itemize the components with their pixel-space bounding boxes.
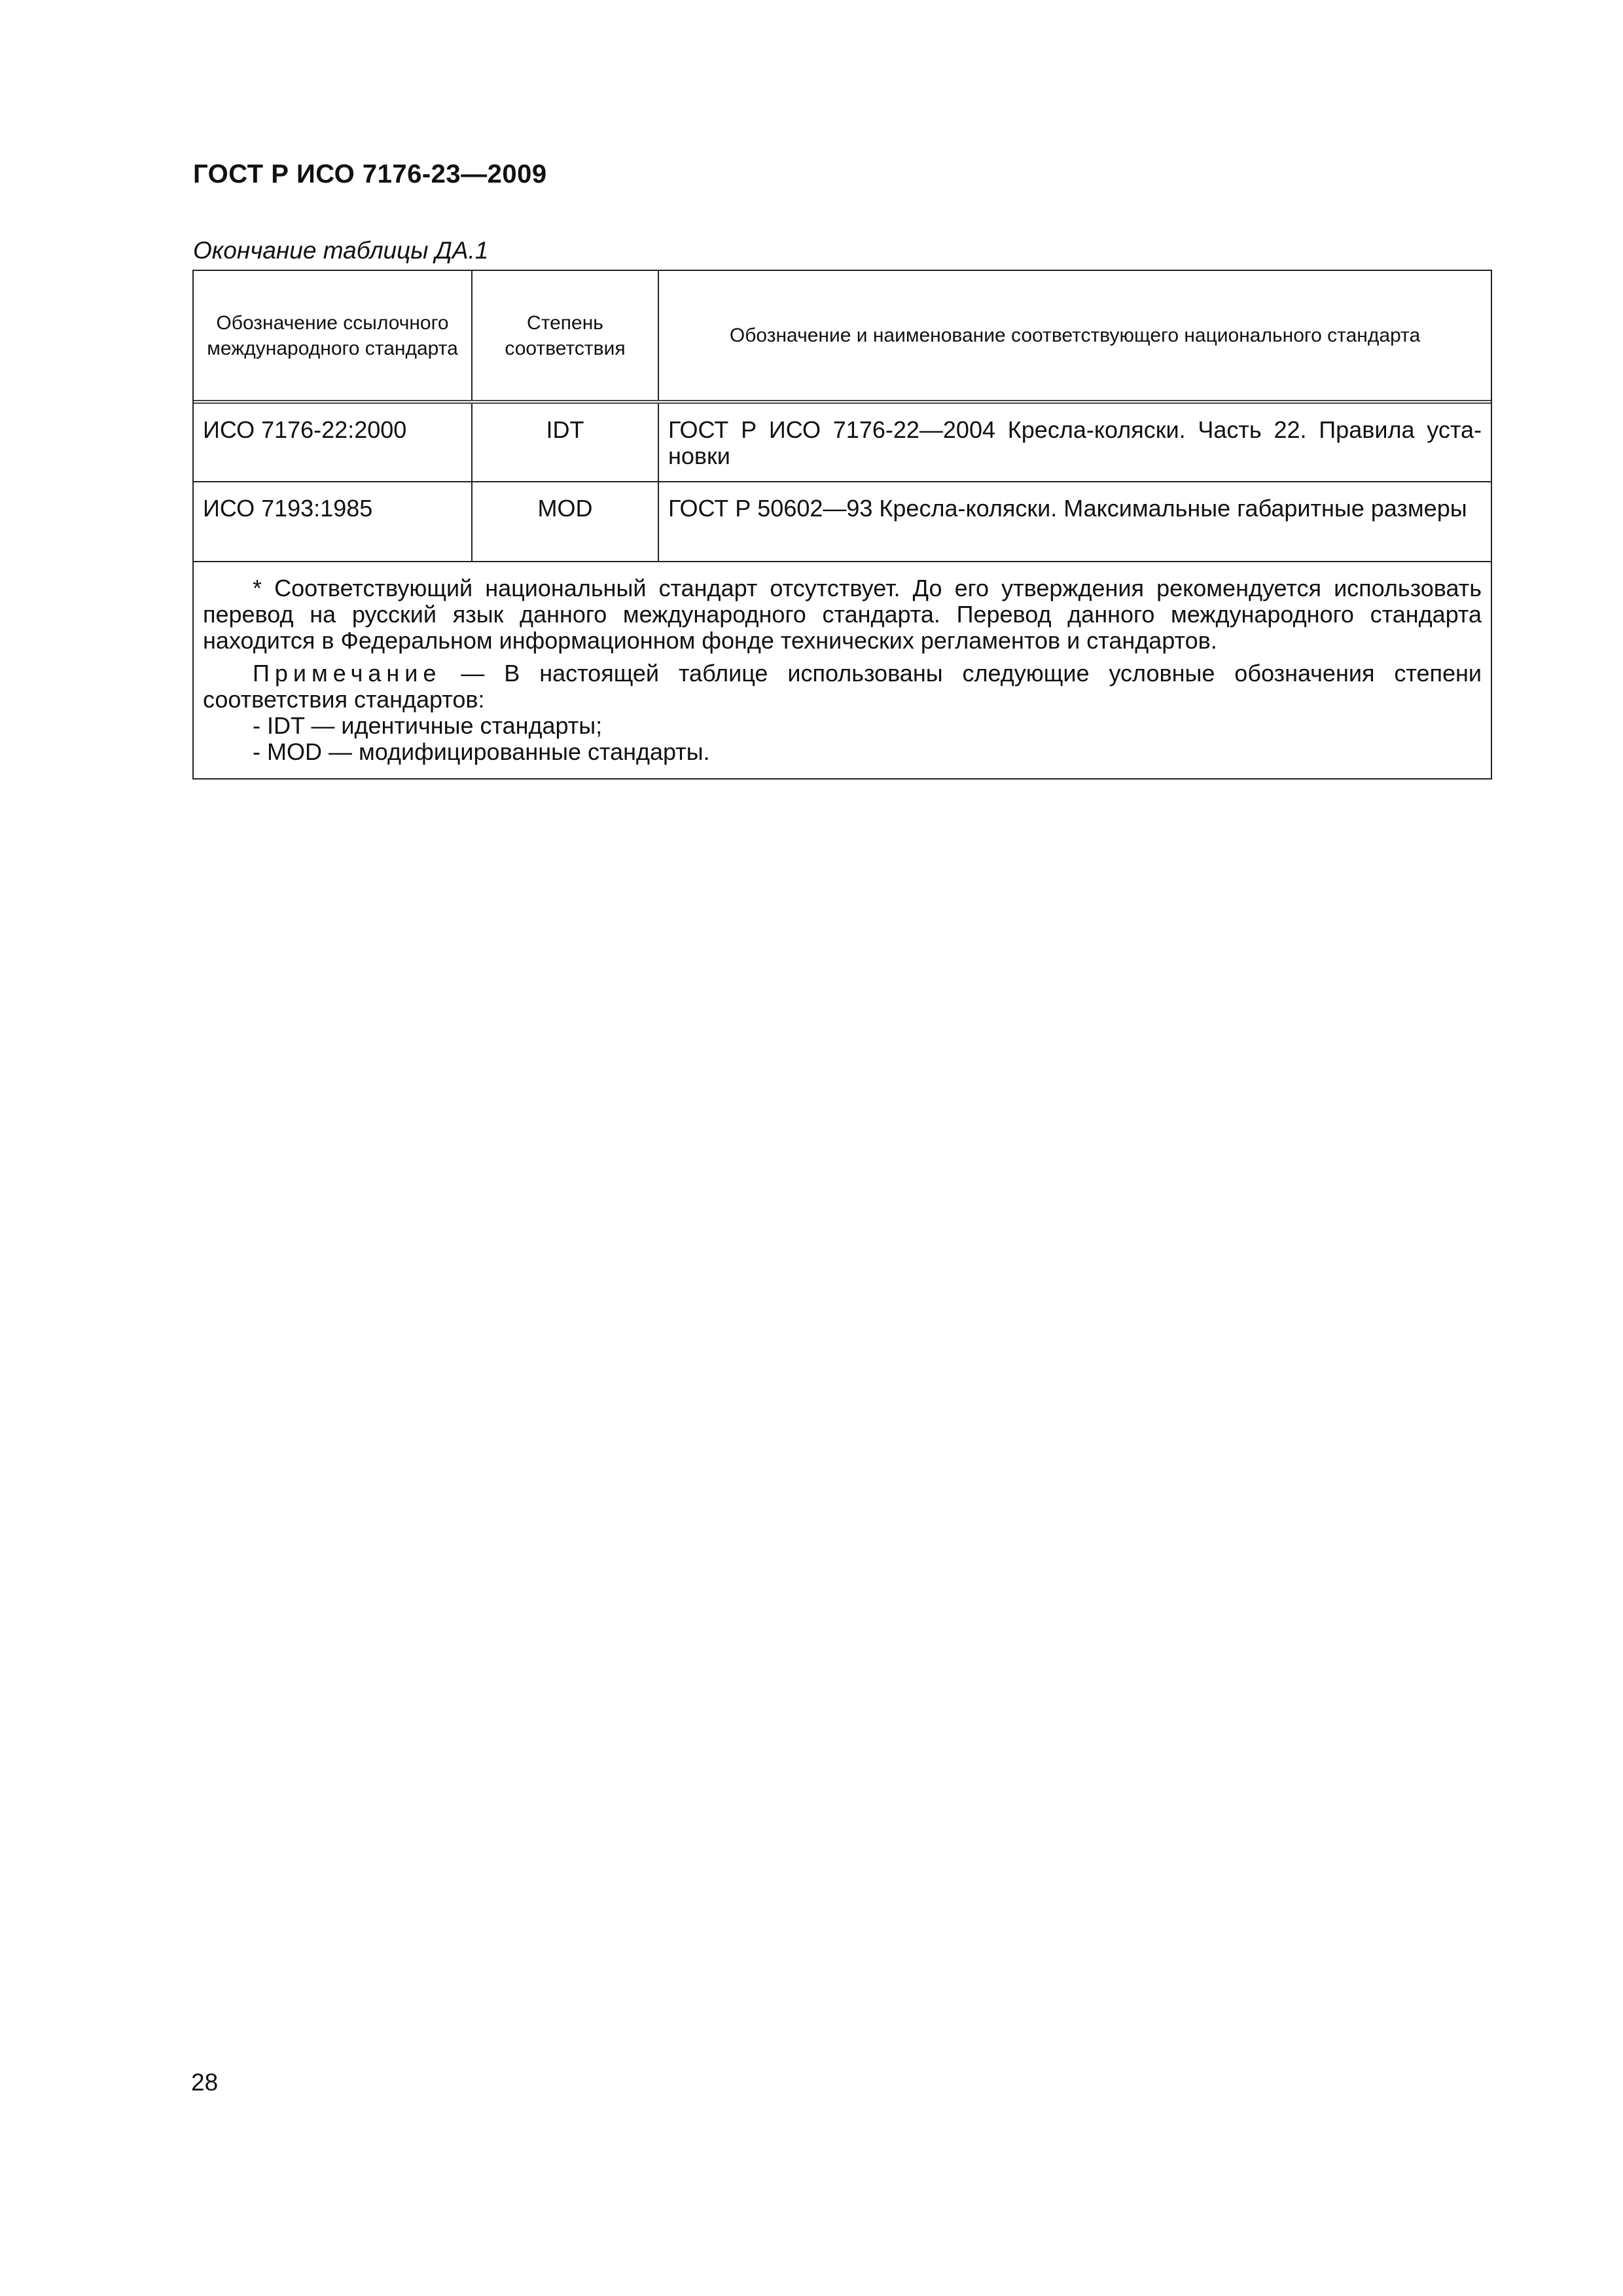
table-row xyxy=(194,482,1491,562)
column-header-reference-standard: Обозначение ссылочного международного стандарта xyxy=(194,271,472,402)
table-footnote: * Соответствующий национальный стандарт отсутствует. До его утверждения рекомендуется использовать перевод на русский язык данного международного стандарта. Перевод данного международного стандарта находится в Федеральном информационном фонде технических регламентов и стандартов. xyxy=(203,575,1482,654)
cell-reference-standard: ИСО 7193:1985 xyxy=(194,482,472,562)
note-item-idt: - IDT — идентичные стандарты; xyxy=(253,712,603,739)
cell-degree: MOD xyxy=(472,482,658,562)
table-note xyxy=(203,660,1482,713)
cell-national-standard: ГОСТ Р 50602—93 Кресла-коляски. Максимальные габаритные размеры xyxy=(658,482,1491,562)
document-header: ГОСТ Р ИСО 7176-23—2009 xyxy=(193,160,547,188)
cell-national-standard: ГОСТ Р ИСО 7176-22—2004 Кресла-коляски. Часть 22. Правила установки xyxy=(658,402,1491,482)
cell-degree: IDT xyxy=(472,402,658,482)
cell-reference-standard: ИСО 7176-22:2000 xyxy=(194,402,472,482)
correspondence-table xyxy=(192,270,1492,780)
note-text: — В настоящей таблице использованы следующие условные обозначения степени соответствия стандартов: xyxy=(203,660,1482,713)
note-item-mod: - MOD — модифицированные стандарты. xyxy=(253,738,710,765)
table-caption: Окончание таблицы ДА.1 xyxy=(193,237,489,264)
column-header-national-standard: Обозначение и наименование соответствующего национального стандарта xyxy=(658,271,1491,402)
table-notes-row xyxy=(194,562,1491,778)
table-row xyxy=(194,402,1491,482)
table-header-row xyxy=(194,271,1491,402)
column-header-degree: Степень соответствия xyxy=(472,271,658,402)
table-notes xyxy=(194,562,1491,778)
note-label: Примечание xyxy=(253,660,442,687)
page-number: 28 xyxy=(191,2069,219,2096)
